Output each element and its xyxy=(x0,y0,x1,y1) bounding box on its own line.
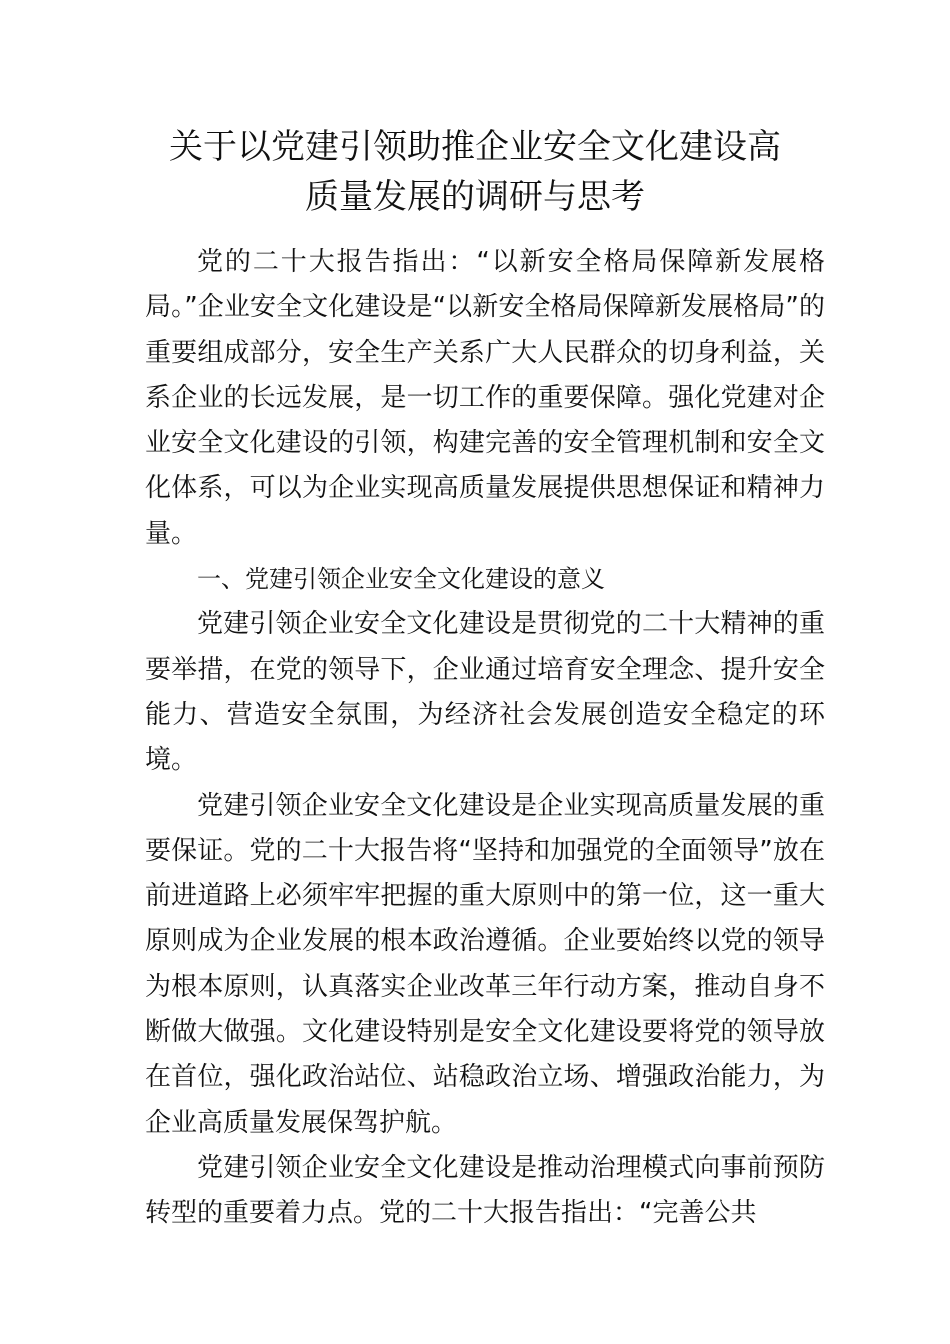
section-heading: 一、党建引领企业安全文化建设的意义 xyxy=(197,565,605,594)
document-title xyxy=(140,122,810,222)
paragraph: 党建引领企业安全文化建设是贯彻党的二十大精神的重要举措，在党的领导下，企业通过培育安全理念、提升安全能力、营造安全氛围，为经济社会发展创造安全稳定的环境。 xyxy=(145,609,825,776)
title-line-1: 关于以党建引领助推企业安全文化建设高 xyxy=(169,127,781,167)
paragraph: 党建引领企业安全文化建设是推动治理模式向事前预防转型的重要着力点。党的二十大报告指出：“完善公共 xyxy=(145,1152,825,1229)
paragraph-intro: 党的二十大报告指出：“以新安全格局保障新发展格局。”企业安全文化建设是“以新安全格局保障新发展格局”的重要组成部分，安全生产关系广大人民群众的切身利益，关系企业的长远发展，是一切工作的重要保障。强化党建对企业安全文化建设的引领，构建完善的安全管理机制和安全文化体系，可以为企业实现高质量发展提供思想保证和精神力量。 xyxy=(145,247,825,549)
paragraph: 党建引领企业安全文化建设是企业实现高质量发展的重要保证。党的二十大报告将“坚持和加强党的全面领导”放在前进道路上必须牢牢把握的重大原则中的第一位，这一重大原则成为企业发展的根本政治遵循。企业要始终以党的领导为根本原则，认真落实企业改革三年行动方案，推动自身不断做大做强。文化建设特别是安全文化建设要将党的领导放在首位，强化政治站位、站稳政治立场、增强政治能力，为企业高质量发展保驾护航。 xyxy=(145,790,825,1138)
document-body xyxy=(145,240,825,1237)
title-line-2: 质量发展的调研与思考 xyxy=(305,177,645,217)
